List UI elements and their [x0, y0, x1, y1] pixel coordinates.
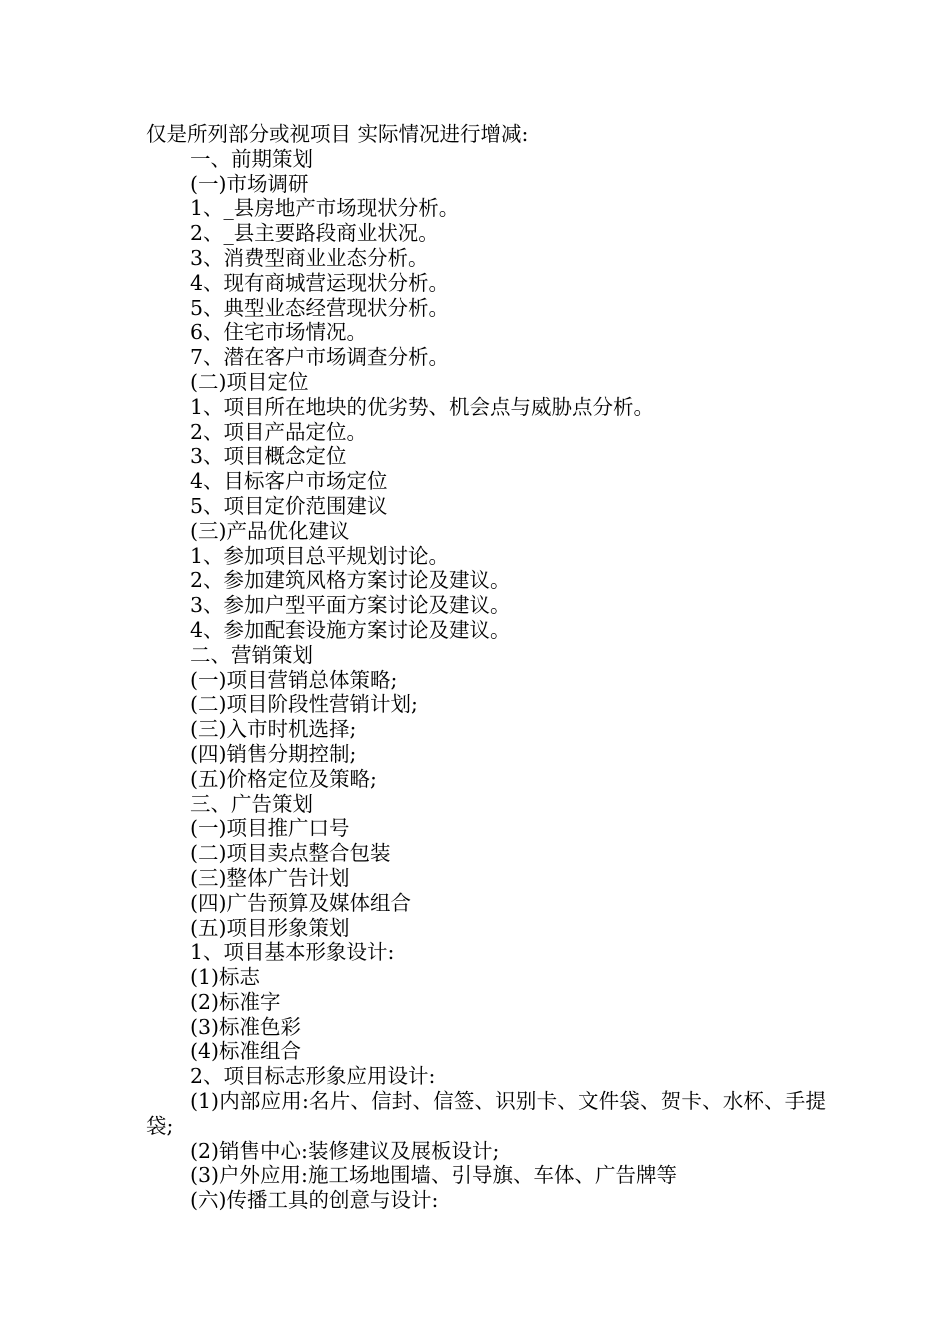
document-line: 2、_县主要路段商业状况。	[190, 221, 439, 246]
document-line: 3、项目概念定位	[190, 444, 347, 469]
document-line: (4)标准组合	[190, 1039, 302, 1064]
document-line: 5、项目定价范围建议	[190, 493, 388, 518]
document-line: (三)产品优化建议	[190, 518, 350, 543]
document-line: (一)项目营销总体策略;	[190, 667, 398, 692]
document-line: (3)户外应用:施工场地围墙、引导旗、车体、广告牌等	[190, 1163, 677, 1188]
document-line: (三)入市时机选择;	[190, 717, 357, 742]
document-body	[146, 122, 826, 1213]
document-line: (四)销售分期控制;	[190, 741, 357, 766]
document-line: (二)项目阶段性营销计划;	[190, 692, 418, 717]
document-line: (一)项目推广口号	[190, 816, 350, 841]
document-line: 1、项目所在地块的优劣势、机会点与威胁点分析。	[190, 394, 655, 419]
document-line: 3、消费型商业业态分析。	[190, 245, 429, 270]
document-line: 7、潜在客户市场调查分析。	[190, 345, 450, 370]
document-line: 3、参加户型平面方案讨论及建议。	[190, 593, 511, 618]
document-line: (三)整体广告计划	[190, 865, 350, 890]
document-line: 4、现有商城营运现状分析。	[190, 270, 450, 295]
document-line: (六)传播工具的创意与设计:	[190, 1188, 439, 1213]
document-line: (1)标志	[190, 965, 261, 990]
document-line: 一、前期策划	[190, 146, 313, 171]
document-line: (2)销售中心:装修建议及展板设计;	[190, 1138, 500, 1163]
document-line: (一)市场调研	[190, 171, 309, 196]
document-line: 1、参加项目总平规划讨论。	[190, 543, 450, 568]
document-line: 仅是所列部分或视项目 实际情况进行增减:	[146, 122, 529, 146]
document-line: (1)内部应用:名片、信封、信签、识别卡、文件袋、贺卡、水杯、手提袋;	[146, 1089, 826, 1138]
document-line: 2、参加建筑风格方案讨论及建议。	[190, 568, 511, 593]
document-line: (二)项目定位	[190, 369, 309, 394]
document-line: 1、项目基本形象设计:	[190, 940, 395, 965]
document-line: (四)广告预算及媒体组合	[190, 890, 411, 915]
document-line: 2、项目产品定位。	[190, 419, 368, 444]
document-line: (2)标准字	[190, 989, 281, 1014]
document-line: 三、广告策划	[190, 791, 313, 816]
document-line: 二、营销策划	[190, 642, 313, 667]
document-line: 6、住宅市场情况。	[190, 320, 368, 345]
document-line: 2、项目标志形象应用设计:	[190, 1064, 436, 1089]
document-line: (二)项目卖点整合包装	[190, 841, 391, 866]
document-line: 5、典型业态经营现状分析。	[190, 295, 450, 320]
document-line: 1、_县房地产市场现状分析。	[190, 196, 460, 221]
document-line: 4、目标客户市场定位	[190, 469, 388, 494]
document-line: (3)标准色彩	[190, 1014, 302, 1039]
document-line: (五)价格定位及策略;	[190, 766, 377, 791]
document-line: (五)项目形象策划	[190, 915, 350, 940]
document-line: 4、参加配套设施方案讨论及建议。	[190, 617, 511, 642]
